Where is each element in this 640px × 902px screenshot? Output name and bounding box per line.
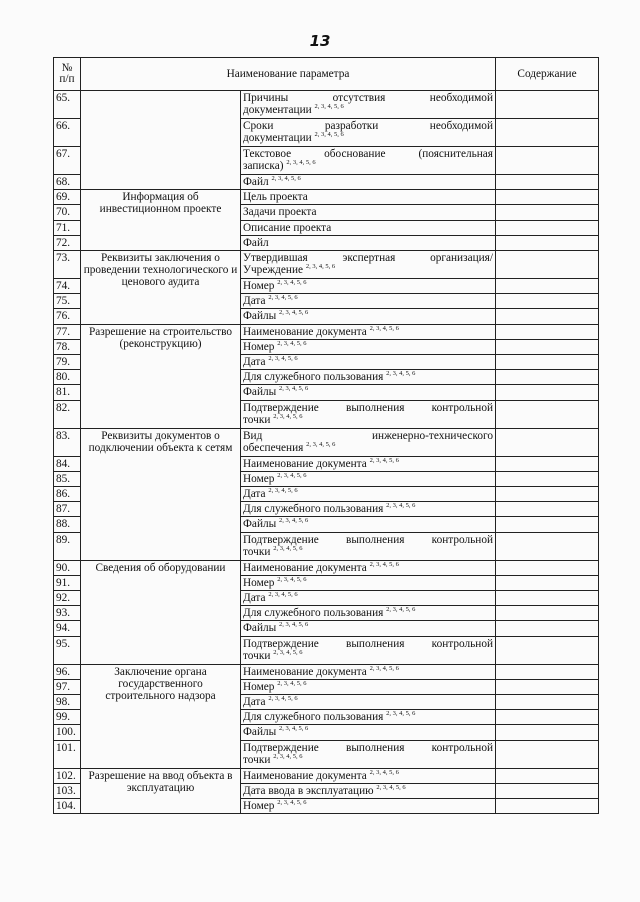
content-cell[interactable] (496, 517, 599, 532)
parameter-name (241, 591, 496, 606)
parameter-name-text: Дата (243, 696, 266, 709)
footnote-reference: 2, 3, 4, 5, 6 (277, 279, 307, 287)
group-label: Информация об инвестиционном проекте (81, 190, 241, 251)
row-number: 80. (54, 370, 81, 385)
parameter-name-text: Файлы (243, 386, 277, 399)
table-header-row (54, 58, 599, 91)
footnote-reference: 2, 3, 4, 5, 6 (271, 175, 301, 182)
footnote-reference: 2, 3, 4, 5, 6 (268, 591, 298, 599)
parameter-name-line1: Вид инженерно-технического (243, 429, 494, 442)
header-num-label: № п/п (59, 62, 75, 85)
content-cell[interactable] (496, 487, 599, 502)
group-label: Сведения об оборудовании (81, 560, 241, 664)
row-number: 91. (54, 575, 81, 590)
parameter-name (241, 91, 496, 119)
footnote-reference: 2, 3, 4, 5, 6 (273, 648, 303, 656)
parameter-name (241, 636, 496, 664)
header-parameter-name: Наименование параметра (81, 58, 496, 91)
parameter-name (241, 279, 496, 294)
parameter-name (241, 664, 496, 679)
parameters-table (53, 57, 599, 814)
row-number: 99. (54, 710, 81, 725)
content-cell[interactable] (496, 355, 599, 370)
table-row (54, 91, 599, 119)
row-number: 103. (54, 783, 81, 798)
parameter-name-line1: Подтверждение выполнения контрольной (243, 533, 494, 546)
parameter-name-line1: Утвердившая экспертная организация/ (243, 252, 494, 265)
parameter-name (241, 710, 496, 725)
parameter-name-text: Дата (243, 295, 266, 308)
content-cell[interactable] (496, 532, 599, 560)
content-cell[interactable] (496, 428, 599, 456)
parameter-name-text: Описание проекта (243, 221, 332, 234)
table-row (54, 251, 599, 279)
parameter-name-line1: Текстовое обоснование (пояснительная (243, 148, 494, 160)
table-row (54, 190, 599, 205)
parameter-name-text: Файлы (243, 518, 277, 531)
table-row (54, 560, 599, 575)
content-cell[interactable] (496, 385, 599, 400)
parameter-name-text: Номер (243, 576, 275, 589)
content-cell[interactable] (496, 560, 599, 575)
row-number: 73. (54, 251, 81, 279)
parameter-name-text: Файлы (243, 310, 277, 323)
parameter-name-text: Номер (243, 472, 275, 485)
parameter-name (241, 220, 496, 235)
parameter-name (241, 487, 496, 502)
content-cell[interactable] (496, 370, 599, 385)
parameter-name-text: Номер (243, 800, 275, 813)
content-cell[interactable] (496, 91, 599, 119)
parameter-name-text: Файлы (243, 622, 277, 635)
footnote-reference: 2, 3, 4, 5, 6 (369, 560, 399, 568)
content-cell[interactable] (496, 799, 599, 814)
footnote-reference: 2, 3, 4, 5, 6 (306, 440, 336, 448)
row-number: 98. (54, 695, 81, 710)
footnote-reference: 2, 3, 4, 5, 6 (386, 710, 416, 718)
parameter-name-line1: Сроки разработки необходимой (243, 120, 494, 132)
footnote-reference: 2, 3, 4, 5, 6 (273, 752, 303, 760)
row-number: 97. (54, 679, 81, 694)
parameter-name-text: Наименование документа (243, 457, 367, 470)
parameter-name-line2: точки (243, 649, 271, 662)
row-number: 101. (54, 740, 81, 768)
footnote-reference: 2, 3, 4, 5, 6 (268, 487, 298, 495)
footnote-reference: 2, 3, 4, 5, 6 (268, 294, 298, 302)
parameter-name (241, 147, 496, 175)
content-cell[interactable] (496, 740, 599, 768)
footnote-reference: 2, 3, 4, 5, 6 (277, 799, 307, 807)
row-number: 90. (54, 560, 81, 575)
content-cell[interactable] (496, 725, 599, 740)
footnote-reference: 2, 3, 4, 5, 6 (286, 159, 316, 167)
group-label: Разрешение на строительство (реконструкцию) (81, 324, 241, 428)
content-cell[interactable] (496, 309, 599, 324)
content-cell[interactable] (496, 400, 599, 428)
footnote-reference: 2, 3, 4, 5, 6 (277, 679, 307, 687)
content-cell[interactable] (496, 220, 599, 235)
footnote-reference: 2, 3, 4, 5, 6 (268, 695, 298, 703)
row-number: 84. (54, 456, 81, 471)
parameter-name (241, 517, 496, 532)
group-label: Заключение органа государственного строительного надзора (81, 664, 241, 768)
parameter-name (241, 799, 496, 814)
parameter-name-line1: Подтверждение выполнения контрольной (243, 637, 494, 650)
parameter-name (241, 324, 496, 339)
parameter-name-text: Для служебного пользования (243, 711, 384, 724)
parameter-name-text: Дата (243, 356, 266, 369)
parameter-name-line2: документации (243, 104, 312, 117)
parameter-name (241, 575, 496, 590)
parameter-name-line2: точки (243, 545, 271, 558)
parameter-name (241, 205, 496, 220)
parameter-name-line2: записка) (243, 160, 284, 173)
content-cell[interactable] (496, 175, 599, 190)
content-cell[interactable] (496, 575, 599, 590)
parameter-name-text: Файлы (243, 726, 277, 739)
parameter-name-line2: точки (243, 413, 271, 426)
group-label: Реквизиты документов о подключении объекта к сетям (81, 428, 241, 560)
parameter-name (241, 119, 496, 147)
header-num (54, 58, 81, 91)
footnote-reference: 2, 3, 4, 5, 6 (279, 517, 309, 525)
row-number: 104. (54, 799, 81, 814)
content-cell[interactable] (496, 695, 599, 710)
footnote-reference: 2, 3, 4, 5, 6 (369, 664, 399, 672)
row-number: 65. (54, 91, 81, 119)
row-number: 100. (54, 725, 81, 740)
footnote-reference: 2, 3, 4, 5, 6 (273, 544, 303, 552)
footnote-reference: 2, 3, 4, 5, 6 (277, 575, 307, 583)
parameter-name (241, 355, 496, 370)
parameter-name (241, 370, 496, 385)
footnote-reference: 2, 3, 4, 5, 6 (273, 412, 303, 420)
parameter-name-text: Дата (243, 592, 266, 605)
parameter-name (241, 532, 496, 560)
content-cell[interactable] (496, 502, 599, 517)
parameter-name-text: Файл (243, 236, 269, 249)
parameter-name (241, 294, 496, 309)
group-label: Реквизиты заключения о проведении технологического и ценового аудита (81, 251, 241, 325)
content-cell[interactable] (496, 324, 599, 339)
parameter-name-text: Дата ввода в эксплуатацию (243, 784, 374, 797)
parameter-name-text: Номер (243, 340, 275, 353)
content-cell[interactable] (496, 591, 599, 606)
parameter-name (241, 621, 496, 636)
content-cell[interactable] (496, 664, 599, 679)
row-number: 102. (54, 768, 81, 783)
parameter-name (241, 456, 496, 471)
row-number: 95. (54, 636, 81, 664)
footnote-reference: 2, 3, 4, 5, 6 (279, 725, 309, 733)
parameter-name-line2: документации (243, 132, 312, 145)
group-label (81, 91, 241, 190)
footnote-reference: 2, 3, 4, 5, 6 (376, 783, 406, 791)
row-number: 93. (54, 606, 81, 621)
parameter-name (241, 679, 496, 694)
row-number: 82. (54, 400, 81, 428)
parameter-name-text: Дата (243, 488, 266, 501)
content-cell[interactable] (496, 636, 599, 664)
footnote-reference: 2, 3, 4, 5, 6 (277, 339, 307, 347)
parameter-name (241, 725, 496, 740)
row-number: 72. (54, 235, 81, 250)
row-number: 92. (54, 591, 81, 606)
parameter-name (241, 502, 496, 517)
content-cell[interactable] (496, 471, 599, 486)
row-number: 94. (54, 621, 81, 636)
content-cell[interactable] (496, 279, 599, 294)
group-label: Разрешение на ввод объекта в эксплуатацию (81, 768, 241, 814)
parameter-name (241, 175, 496, 190)
row-number: 70. (54, 205, 81, 220)
parameter-name (241, 783, 496, 798)
row-number: 67. (54, 147, 81, 175)
content-cell[interactable] (496, 147, 599, 175)
parameter-name-line1: Причины отсутствия необходимой (243, 92, 494, 104)
row-number: 75. (54, 294, 81, 309)
content-cell[interactable] (496, 205, 599, 220)
footnote-reference: 2, 3, 4, 5, 6 (386, 606, 416, 614)
parameter-name-text: Наименование документа (243, 561, 367, 574)
page-number: 13 (309, 32, 331, 50)
row-number: 74. (54, 279, 81, 294)
row-number: 85. (54, 471, 81, 486)
footnote-reference: 2, 3, 4, 5, 6 (314, 103, 344, 111)
footnote-reference: 2, 3, 4, 5, 6 (277, 471, 307, 479)
parameter-name-line2: Учреждение (243, 264, 304, 277)
footnote-reference: 2, 3, 4, 5, 6 (279, 309, 309, 317)
row-number: 66. (54, 119, 81, 147)
content-cell[interactable] (496, 119, 599, 147)
parameter-name-text: Цель проекта (243, 191, 308, 204)
footnote-reference: 2, 3, 4, 5, 6 (369, 768, 399, 776)
parameter-name-text: Файл (243, 176, 269, 188)
table-body (54, 91, 599, 814)
row-number: 68. (54, 175, 81, 190)
footnote-reference: 2, 3, 4, 5, 6 (305, 263, 336, 271)
parameter-name (241, 400, 496, 428)
parameter-name (241, 235, 496, 250)
content-cell[interactable] (496, 606, 599, 621)
footnote-reference: 2, 3, 4, 5, 6 (369, 324, 399, 332)
content-cell[interactable] (496, 190, 599, 205)
parameter-name (241, 385, 496, 400)
table-row (54, 324, 599, 339)
parameter-name-text: Для служебного пользования (243, 607, 384, 620)
parameter-name (241, 309, 496, 324)
row-number: 88. (54, 517, 81, 532)
parameter-name-text: Наименование документа (243, 665, 367, 678)
parameter-name-text: Для служебного пользования (243, 503, 384, 516)
parameter-name (241, 695, 496, 710)
content-cell[interactable] (496, 621, 599, 636)
footnote-reference: 2, 3, 4, 5, 6 (386, 502, 416, 510)
parameter-name-text: Наименование документа (243, 325, 367, 338)
footnote-reference: 2, 3, 4, 5, 6 (386, 370, 416, 378)
footnote-reference: 2, 3, 4, 5, 6 (268, 355, 298, 363)
content-cell[interactable] (496, 768, 599, 783)
parameter-name-text: Номер (243, 280, 275, 293)
content-cell[interactable] (496, 679, 599, 694)
row-number: 76. (54, 309, 81, 324)
parameter-name (241, 560, 496, 575)
row-number: 79. (54, 355, 81, 370)
parameter-name (241, 339, 496, 354)
content-cell[interactable] (496, 235, 599, 250)
row-number: 81. (54, 385, 81, 400)
parameter-name (241, 428, 496, 456)
header-content: Содержание (496, 58, 599, 91)
row-number: 83. (54, 428, 81, 456)
parameter-name-line2: точки (243, 753, 271, 766)
parameter-name (241, 190, 496, 205)
table-row (54, 428, 599, 456)
parameter-name (241, 740, 496, 768)
content-cell[interactable] (496, 710, 599, 725)
table-row (54, 664, 599, 679)
parameter-name-text: Номер (243, 680, 275, 693)
parameter-name-line1: Подтверждение выполнения контрольной (243, 401, 494, 414)
content-cell[interactable] (496, 339, 599, 354)
content-cell[interactable] (496, 294, 599, 309)
parameter-name-text: Для служебного пользования (243, 371, 384, 384)
content-cell[interactable] (496, 456, 599, 471)
parameter-name (241, 768, 496, 783)
footnote-reference: 2, 3, 4, 5, 6 (369, 456, 399, 464)
row-number: 77. (54, 324, 81, 339)
parameter-name (241, 606, 496, 621)
table-row (54, 768, 599, 783)
footnote-reference: 2, 3, 4, 5, 6 (279, 385, 309, 393)
parameter-name-text: Задачи проекта (243, 206, 317, 219)
parameter-name-line2: обеспечения (243, 441, 304, 454)
parameter-name (241, 251, 496, 279)
content-cell[interactable] (496, 251, 599, 279)
row-number: 69. (54, 190, 81, 205)
row-number: 87. (54, 502, 81, 517)
parameter-name-line1: Подтверждение выполнения контрольной (243, 741, 494, 754)
row-number: 96. (54, 664, 81, 679)
footnote-reference: 2, 3, 4, 5, 6 (314, 131, 344, 139)
row-number: 71. (54, 220, 81, 235)
footnote-reference: 2, 3, 4, 5, 6 (279, 621, 309, 629)
row-number: 78. (54, 339, 81, 354)
row-number: 89. (54, 532, 81, 560)
parameter-name-text: Наименование документа (243, 769, 367, 782)
parameter-name (241, 471, 496, 486)
row-number: 86. (54, 487, 81, 502)
content-cell[interactable] (496, 783, 599, 798)
